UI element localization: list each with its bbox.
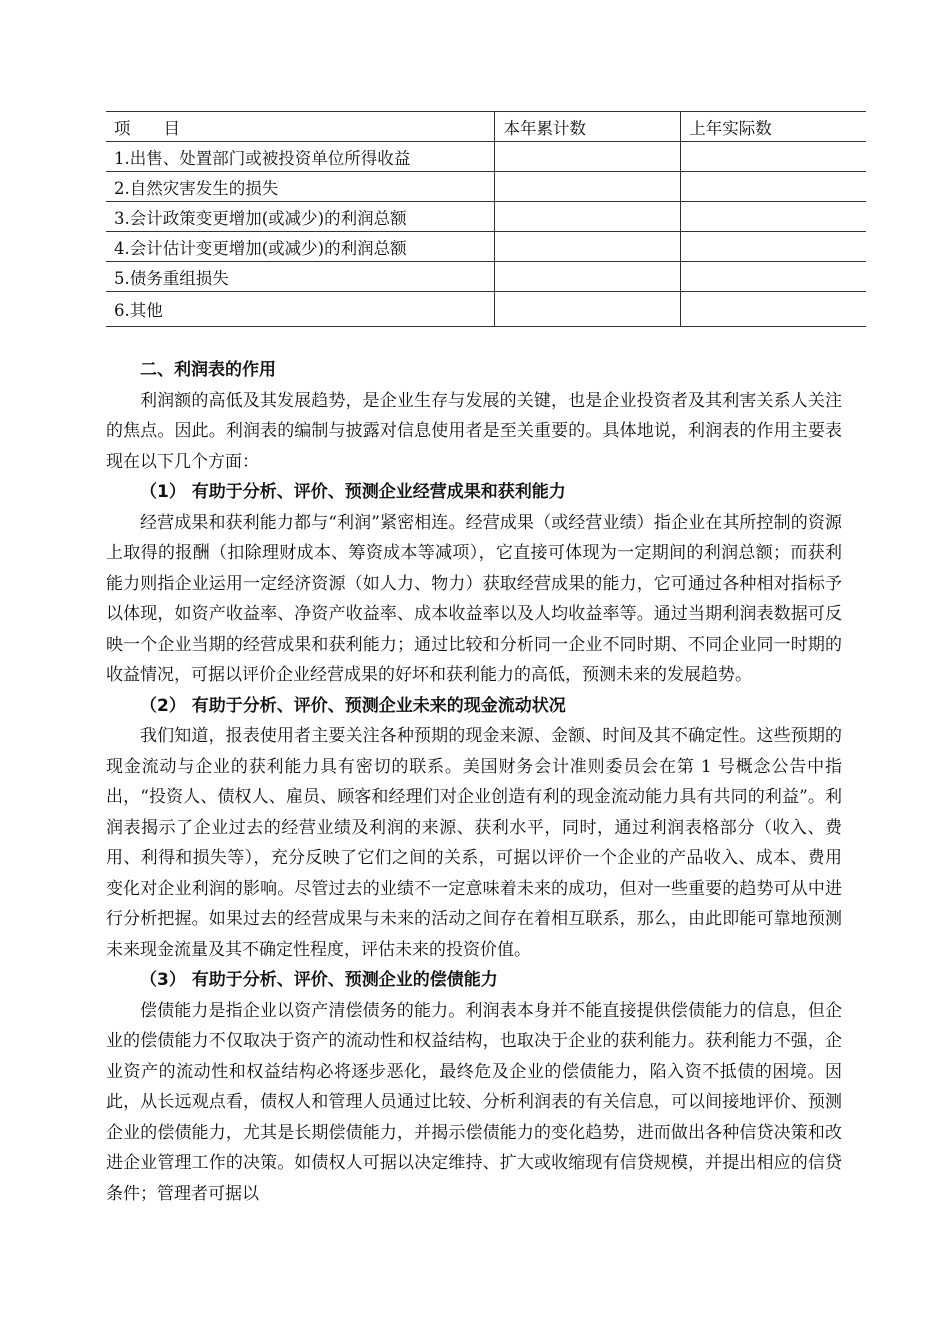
- row-item: 3.会计政策变更增加(或减少)的利润总额: [106, 202, 495, 232]
- paragraph-2: 我们知道，报表使用者主要关注各种预期的现金来源、金额、时间及其不确定性。这些预期的现金流动与企业的获利能力具有密切的联系。美国财务会计准则委员会在第 1 号概念公告中指出，“投资人、债权人、雇员、顾客和经理们对企业创造有利的现金流动能力具有共同的利益”。利润表揭示了企业过去的经营业绩及利润的来源、获利水平，同时，通过利润表格部分（收入、费用、利得和损失等），充分反映了它们之间的关系，可据以评价一个企业的产品收入、成本、费用变化对企业利润的影响。尽管过去的业绩不一定意味着未来的成功，但对一些重要的趋势可从中进行分析把握。如果过去的经营成果与未来的活动之间存在着相互联系，那么，由此即能可靠地预测未来现金流量及其不确定性程度，评估未来的投资价值。: [106, 726, 842, 960]
- subheading-2: （2） 有助于分析、评价、预测企业未来的现金流动状况: [140, 695, 566, 716]
- row-item: 6.其他: [106, 292, 495, 327]
- table-row: [106, 232, 866, 262]
- subheading-3: （3） 有助于分析、评价、预测企业的偿债能力: [140, 970, 498, 990]
- profit-items-table: [106, 111, 866, 327]
- row-previous: [681, 172, 866, 202]
- header-previous-year: 上年实际数: [681, 112, 866, 142]
- body-text: [106, 355, 842, 1209]
- table-row: [106, 202, 866, 232]
- row-current: [495, 292, 681, 327]
- subheading-1: （1） 有助于分析、评价、预测企业经营成果和获利能力: [140, 482, 566, 502]
- table-row: [106, 172, 866, 202]
- row-item: 1.出售、处置部门或被投资单位所得收益: [106, 142, 495, 172]
- row-previous: [681, 262, 866, 292]
- header-current-year: 本年累计数: [495, 112, 681, 142]
- section-title: 二、利润表的作用: [140, 360, 276, 380]
- intro-paragraph: 利润额的高低及其发展趋势，是企业生存与发展的关键，也是企业投资者及其利害关系人关注的焦点。因此。利润表的编制与披露对信息使用者是至关重要的。具体地说，利润表的作用主要表现在以下几个方面：: [106, 390, 842, 472]
- row-current: [495, 232, 681, 262]
- paragraph-1: 经营成果和获利能力都与“利润”紧密相连。经营成果（或经营业绩）指企业在其所控制的资源上取得的报酬（扣除理财成本、筹资成本等减项），它直接可体现为一定期间的利润总额；而获利能力则指企业运用一定经济资源（如人力、物力）获取经营成果的能力，它可通过各种相对指标予以体现，如资产收益率、净资产收益率、成本收益率以及人均收益率等。通过当期利润表数据可反映一个企业当期的经营成果和获利能力；通过比较和分析同一企业不同时期、不同企业同一时期的收益情况，可据以评价企业经营成果的好坏和获利能力的高低，预测未来的发展趋势。: [106, 512, 842, 685]
- row-previous: [681, 232, 866, 262]
- table-header-row: [106, 112, 866, 142]
- row-previous: [681, 202, 866, 232]
- row-item: 4.会计估计变更增加(或减少)的利润总额: [106, 232, 495, 262]
- row-current: [495, 142, 681, 172]
- row-current: [495, 262, 681, 292]
- row-current: [495, 202, 681, 232]
- row-current: [495, 172, 681, 202]
- paragraph-3: 偿债能力是指企业以资产清偿债务的能力。利润表本身并不能直接提供偿债能力的信息，但企业的偿债能力不仅取决于资产的流动性和权益结构，也取决于企业的获利能力。获利能力不强，企业资产的流动性和权益结构必将逐步恶化，最终危及企业的偿债能力，陷入资不抵债的困境。因此，从长远观点看，债权人和管理人员通过比较、分析利润表的有关信息，可以间接地评价、预测企业的偿债能力，尤其是长期偿债能力，并揭示偿债能力的变化趋势，进而做出各种信贷决策和改进企业管理工作的决策。如债权人可据以决定维持、扩大或收缩现有信贷规模，并提出相应的信贷条件；管理者可据以: [106, 1000, 842, 1204]
- table-row: [106, 142, 866, 172]
- row-previous: [681, 292, 866, 327]
- row-item: 5.债务重组损失: [106, 262, 495, 292]
- row-previous: [681, 142, 866, 172]
- table-row: [106, 262, 866, 292]
- table-row: [106, 292, 866, 327]
- row-item: 2.自然灾害发生的损失: [106, 172, 495, 202]
- header-item: 项 目: [106, 112, 495, 142]
